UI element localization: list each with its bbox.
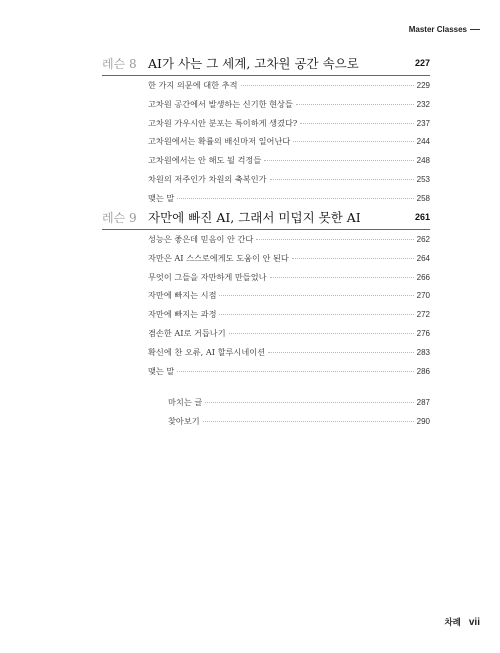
lesson-page-number: 227	[414, 58, 430, 68]
toc-entry[interactable]	[148, 99, 430, 118]
entry-title: 자만은 AI 스스로에게도 도움이 안 된다	[148, 252, 289, 263]
lesson-heading[interactable]	[102, 53, 430, 73]
running-header	[409, 25, 480, 34]
entry-title: 겸손한 AI로 거듭나기	[148, 327, 226, 338]
entry-title: 무엇이 그들을 자만하게 만들었나	[148, 271, 267, 282]
entry-title: 마치는 글	[168, 397, 203, 407]
dot-leader	[219, 314, 413, 315]
lesson-entries	[148, 80, 430, 212]
toc-entry[interactable]	[148, 234, 430, 253]
entry-title: 차원의 저주인가 차원의 축복인가	[148, 173, 267, 184]
entry-page-number: 262	[416, 235, 430, 244]
entry-page-number: 237	[416, 118, 430, 128]
toc-entry-afterword[interactable]	[168, 397, 430, 416]
toc-entry[interactable]	[148, 136, 430, 155]
lesson-entries	[148, 234, 430, 384]
entry-page-number: 258	[416, 193, 430, 203]
entry-page-number: 266	[416, 272, 430, 282]
toc-entry[interactable]	[148, 155, 430, 174]
entry-title: 고차원 가우시안 분포는 특이하게 생겼다?	[148, 117, 298, 128]
dot-leader	[241, 85, 414, 86]
lesson-divider	[102, 229, 430, 230]
dot-leader	[229, 333, 414, 334]
entry-title: 자만에 빠지는 과정	[148, 309, 217, 320]
dot-leader	[300, 123, 413, 124]
toc-entry[interactable]	[148, 309, 430, 328]
series-name: Master Classes	[408, 25, 467, 34]
footer-page-number: vii	[468, 617, 480, 628]
entry-page-number: 272	[416, 310, 430, 320]
dot-leader	[293, 141, 413, 142]
dot-leader	[219, 295, 413, 296]
dot-leader	[296, 104, 414, 105]
lesson-label: 레슨 9	[102, 210, 137, 225]
lesson-title: 자만에 빠진 AI, 그래서 미덥지 못한 AI	[148, 210, 361, 225]
entry-page-number: 283	[416, 347, 430, 357]
lesson-divider	[102, 75, 430, 76]
dot-leader	[177, 371, 413, 372]
header-rule	[470, 29, 480, 30]
entry-title: 고차원 공간에서 발생하는 신기한 현상들	[148, 98, 293, 109]
entry-title: 자만에 빠지는 시점	[148, 290, 217, 301]
toc-entry-index[interactable]	[168, 416, 430, 435]
page-footer	[444, 616, 480, 628]
dot-leader	[177, 198, 413, 199]
dot-leader	[270, 277, 414, 278]
dot-leader	[270, 179, 414, 180]
entry-title: 맺는 말	[148, 192, 175, 203]
toc-entry[interactable]	[148, 328, 430, 347]
entry-title: 한 가지 의문에 대한 추적	[148, 80, 238, 90]
entry-page-number: 253	[416, 174, 430, 184]
toc-entry[interactable]	[148, 366, 430, 385]
entry-title: 찾아보기	[168, 415, 200, 426]
toc-entry[interactable]	[148, 118, 430, 137]
entry-page-number: 270	[416, 291, 430, 301]
entry-page-number: 229	[416, 81, 430, 90]
toc-entry[interactable]	[148, 174, 430, 193]
entry-title: 성능은 좋은데 믿음이 안 간다	[148, 234, 254, 244]
dot-leader	[205, 402, 413, 403]
entry-page-number: 244	[416, 137, 430, 147]
entry-page-number: 276	[416, 328, 430, 338]
dot-leader	[292, 258, 414, 259]
lesson-page-number: 261	[414, 212, 430, 222]
entry-page-number: 248	[416, 156, 430, 166]
entry-page-number: 286	[416, 366, 430, 376]
entry-title: 고차원에서는 확률의 배신마저 일어난다	[148, 136, 291, 147]
dot-leader	[203, 421, 414, 422]
toc-entry[interactable]	[148, 253, 430, 272]
dot-leader	[264, 160, 413, 161]
toc-entry[interactable]	[148, 272, 430, 291]
entry-title: 확신에 찬 오류, AI 할루시네이션	[148, 346, 266, 357]
toc-entry[interactable]	[148, 347, 430, 366]
lesson-label: 레슨 8	[102, 56, 137, 71]
toc-entry[interactable]	[148, 290, 430, 309]
toc-entry[interactable]	[148, 80, 430, 99]
entry-page-number: 264	[416, 253, 430, 263]
backmatter-entries	[168, 397, 430, 435]
footer-section-label: 차례	[444, 617, 461, 627]
entry-page-number: 290	[416, 416, 430, 426]
dot-leader	[268, 352, 414, 353]
entry-page-number: 287	[416, 398, 430, 407]
lesson-title: AI가 사는 그 세계, 고차원 공간 속으로	[148, 56, 359, 71]
entry-title: 고차원에서는 안 해도 될 걱정들	[148, 155, 262, 166]
entry-title: 맺는 말	[148, 365, 175, 376]
dot-leader	[256, 239, 413, 240]
entry-page-number: 232	[416, 99, 430, 109]
lesson-heading[interactable]	[102, 207, 430, 227]
